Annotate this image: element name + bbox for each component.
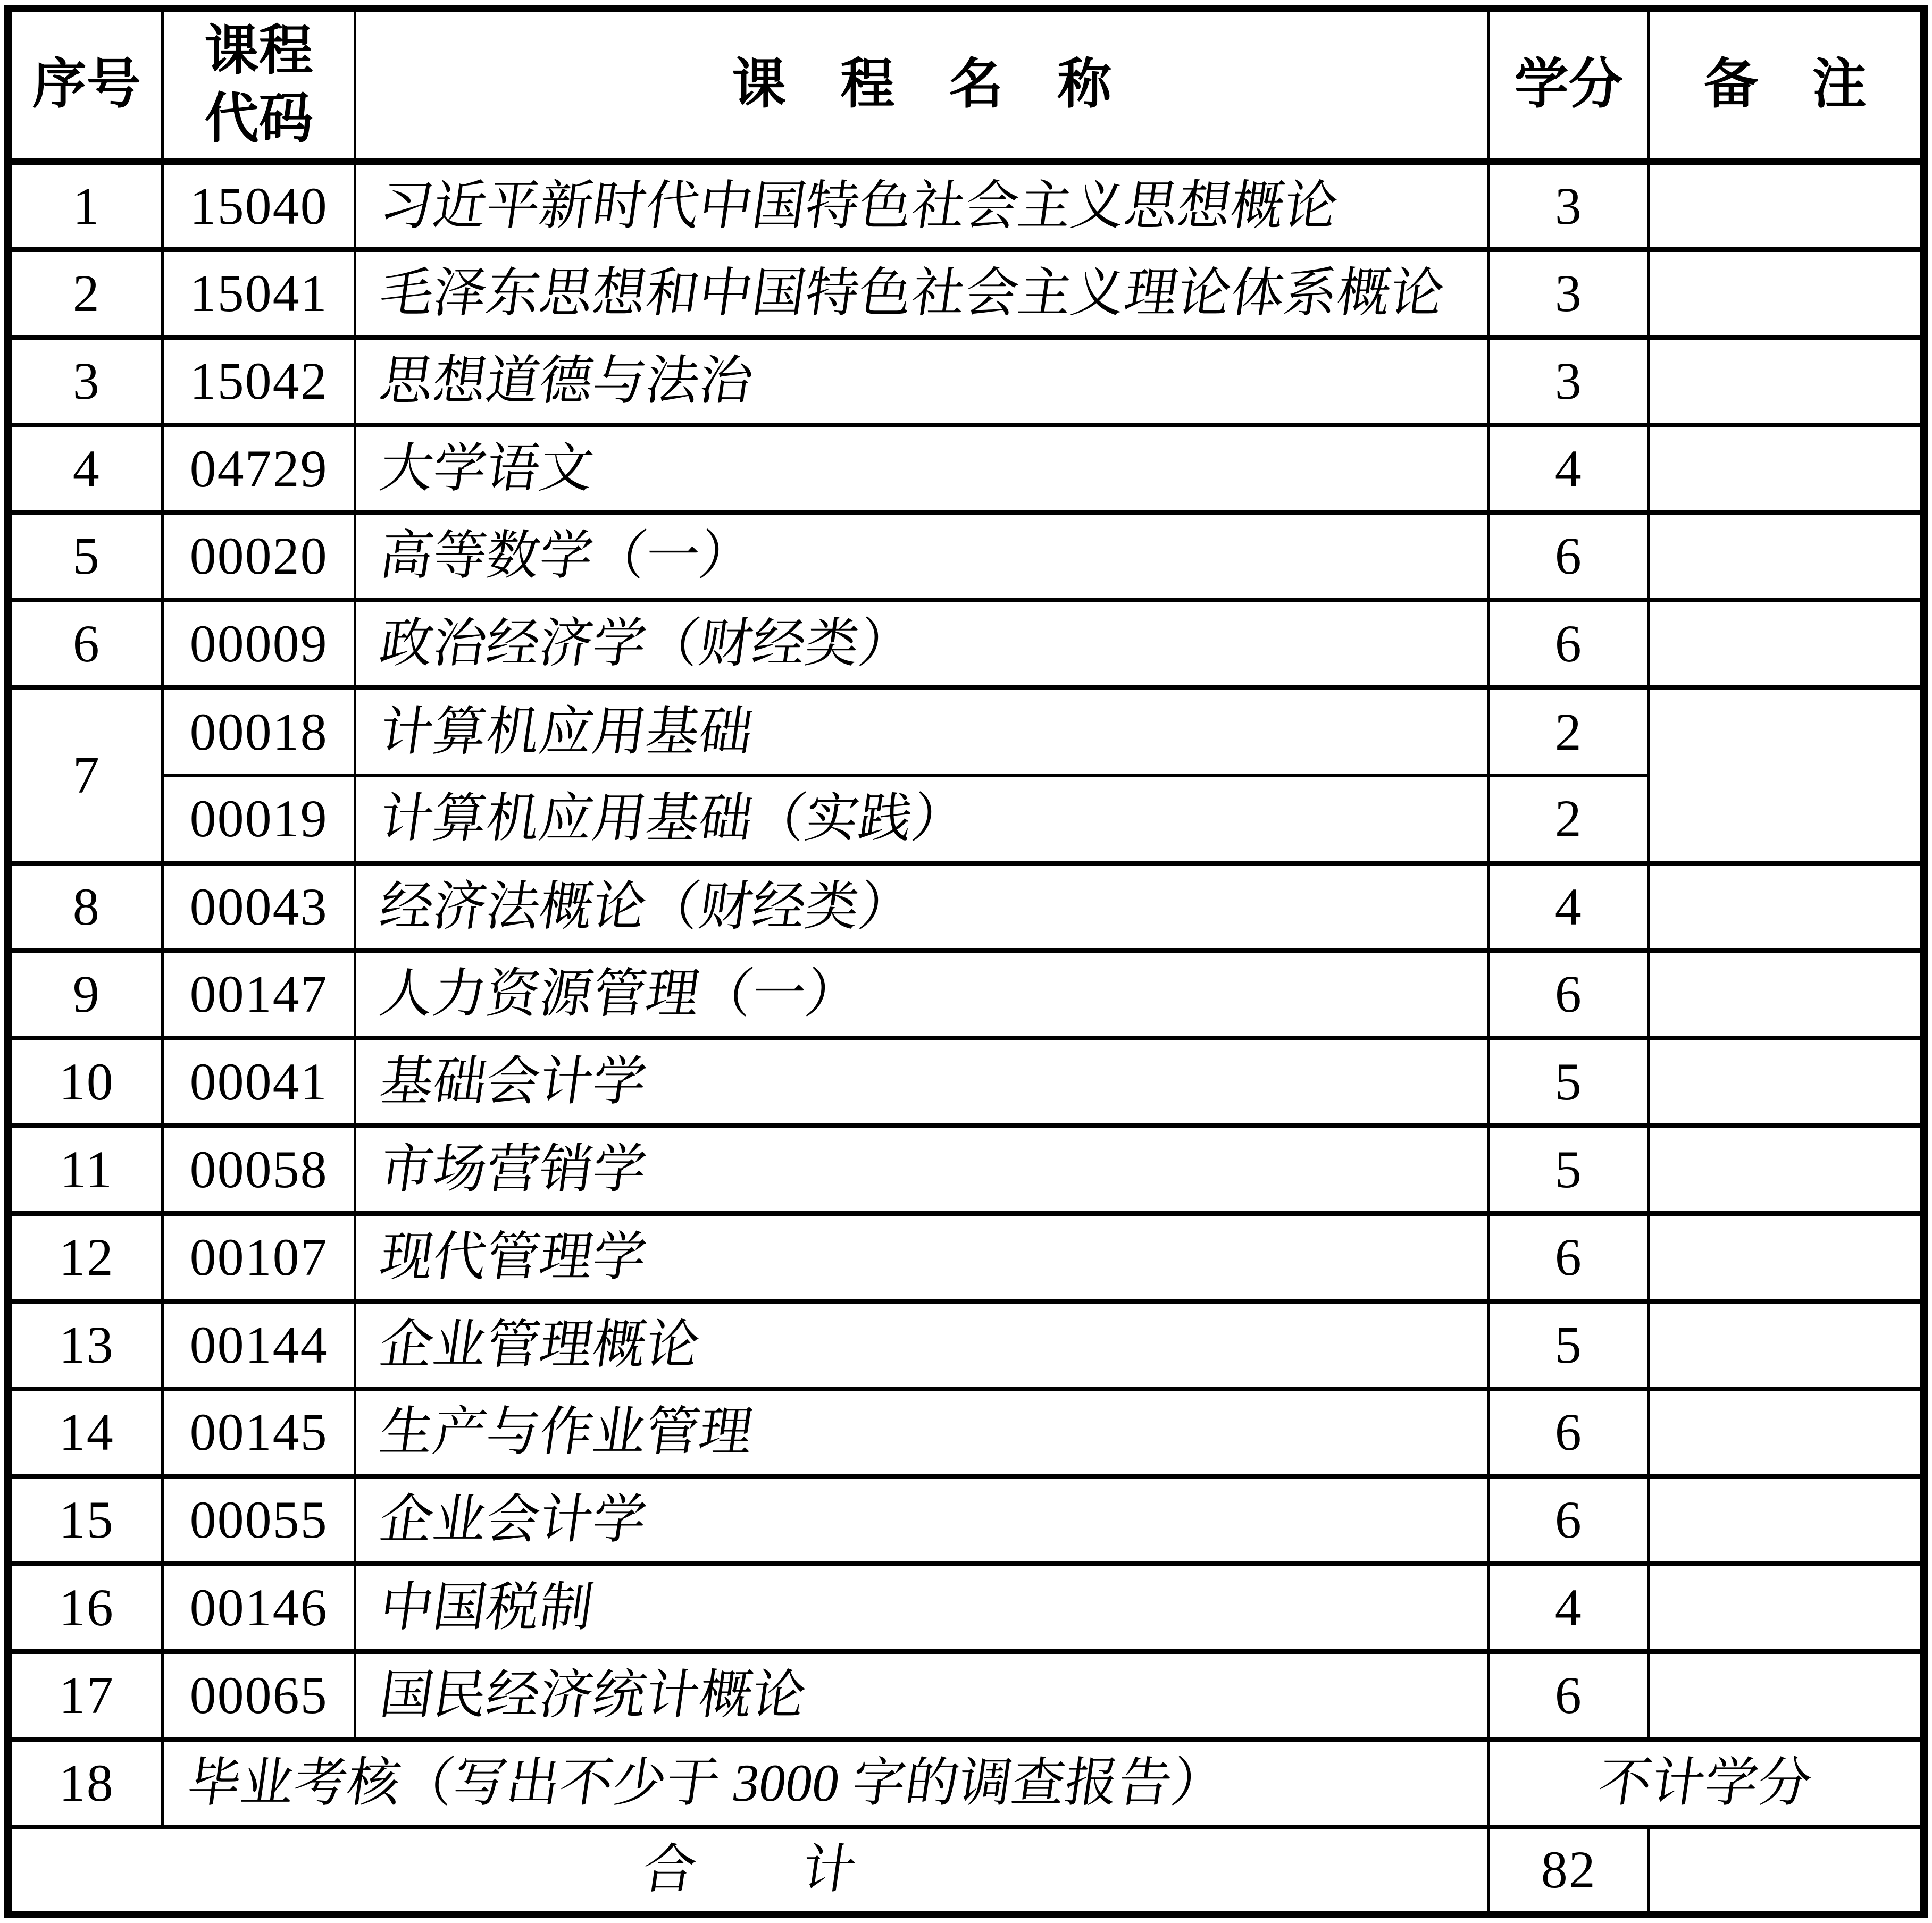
table-row — [8, 1476, 1924, 1564]
header-course-code-line2: 代码 — [204, 89, 313, 149]
cell-course-code: 00145 — [163, 1389, 355, 1476]
course-name-text: 政治经济学（财经类） — [375, 614, 916, 674]
cell-seq: 17 — [8, 1651, 163, 1739]
cell-course-name — [355, 1651, 1488, 1739]
table-row — [8, 162, 1924, 250]
cell-credit: 4 — [1488, 1564, 1649, 1652]
table-row — [8, 425, 1924, 513]
cell-seq: 4 — [8, 425, 163, 513]
cell-graduation-assessment — [163, 1739, 1488, 1827]
cell-seq: 3 — [8, 337, 163, 425]
table-row-total — [8, 1827, 1924, 1914]
total-label-text: 合 计 — [639, 1840, 860, 1900]
cell-credit: 3 — [1488, 249, 1649, 337]
cell-course-name — [355, 162, 1488, 250]
cell-seq: 5 — [8, 513, 163, 600]
cell-seq: 9 — [8, 951, 163, 1038]
cell-course-code: 00144 — [163, 1301, 355, 1389]
cell-course-code: 00107 — [163, 1213, 355, 1301]
cell-course-name — [355, 951, 1488, 1038]
cell-seq: 18 — [8, 1739, 163, 1827]
table-row — [8, 337, 1924, 425]
cell-seq: 15 — [8, 1476, 163, 1564]
table-row — [8, 1564, 1924, 1652]
cell-credit: 6 — [1488, 1389, 1649, 1476]
cell-seq: 14 — [8, 1389, 163, 1476]
cell-course-code: 04729 — [163, 425, 355, 513]
table-row — [8, 600, 1924, 688]
cell-seq: 6 — [8, 600, 163, 688]
cell-course-name — [355, 1301, 1488, 1389]
cell-remark — [1649, 1651, 1924, 1739]
cell-course-name — [355, 513, 1488, 600]
course-name-text: 基础会计学 — [375, 1052, 650, 1112]
cell-credit: 3 — [1488, 162, 1649, 250]
cell-remark — [1649, 249, 1924, 337]
cell-remark — [1649, 337, 1924, 425]
header-remark: 备 注 — [1649, 9, 1924, 162]
cell-seq: 12 — [8, 1213, 163, 1301]
header-course-name: 课 程 名 称 — [355, 9, 1488, 162]
cell-remark — [1649, 1126, 1924, 1214]
table-row — [8, 951, 1924, 1038]
table-row — [8, 513, 1924, 600]
cell-course-name — [355, 1389, 1488, 1476]
course-name-text: 高等数学（一） — [375, 526, 757, 586]
cell-course-code: 00146 — [163, 1564, 355, 1652]
cell-credit: 6 — [1488, 513, 1649, 600]
cell-remark-merged — [1649, 688, 1924, 863]
cell-course-name — [355, 425, 1488, 513]
course-name-text: 大学语文 — [375, 439, 597, 498]
cell-remark — [1649, 162, 1924, 250]
course-name-text: 思想道德与法治 — [375, 351, 757, 410]
cell-course-code: 00043 — [163, 863, 355, 951]
cell-course-code: 00058 — [163, 1126, 355, 1214]
cell-seq: 7 — [8, 688, 163, 863]
cell-remark — [1649, 1213, 1924, 1301]
table-row — [8, 863, 1924, 951]
course-name-text: 计算机应用基础（实践） — [375, 788, 969, 848]
table-row — [8, 1213, 1924, 1301]
cell-remark — [1649, 951, 1924, 1038]
table-row-7b — [8, 775, 1924, 863]
cell-credit: 4 — [1488, 863, 1649, 951]
course-name-text: 毛泽东思想和中国特色社会主义理论体系概论 — [375, 263, 1448, 323]
cell-credit: 6 — [1488, 600, 1649, 688]
cell-credit: 4 — [1488, 425, 1649, 513]
cell-course-code: 00055 — [163, 1476, 355, 1564]
table-row-18 — [8, 1739, 1924, 1827]
cell-credit: 5 — [1488, 1301, 1649, 1389]
cell-remark — [1649, 425, 1924, 513]
header-credit: 学分 — [1488, 9, 1649, 162]
cell-remark — [1649, 1476, 1924, 1564]
table-row-7a — [8, 688, 1924, 776]
cell-total-label — [8, 1827, 1488, 1914]
cell-credit: 6 — [1488, 1651, 1649, 1739]
cell-seq: 11 — [8, 1126, 163, 1214]
cell-remark — [1649, 1389, 1924, 1476]
table-row — [8, 1651, 1924, 1739]
course-name-text: 现代管理学 — [375, 1227, 650, 1287]
cell-remark — [1649, 1564, 1924, 1652]
table-row — [8, 1301, 1924, 1389]
cell-seq: 1 — [8, 162, 163, 250]
header-seq: 序号 — [8, 9, 163, 162]
course-name-text: 经济法概论（财经类） — [375, 877, 916, 936]
cell-seq: 16 — [8, 1564, 163, 1652]
cell-credit: 6 — [1488, 1213, 1649, 1301]
table-row — [8, 1126, 1924, 1214]
course-name-text: 计算机应用基础 — [375, 702, 757, 761]
cell-no-credit-note — [1488, 1739, 1924, 1827]
course-name-text: 生产与作业管理 — [375, 1403, 757, 1462]
course-name-text: 企业会计学 — [375, 1490, 650, 1550]
cell-course-code: 00147 — [163, 951, 355, 1038]
cell-total-credits: 82 — [1488, 1827, 1649, 1914]
cell-credit: 2 — [1488, 775, 1649, 863]
cell-course-name — [355, 1564, 1488, 1652]
cell-credit: 6 — [1488, 1476, 1649, 1564]
table-row — [8, 249, 1924, 337]
cell-course-name — [355, 1476, 1488, 1564]
cell-course-code: 00065 — [163, 1651, 355, 1739]
cell-remark — [1649, 1301, 1924, 1389]
no-credit-note-text: 不计学分 — [1594, 1753, 1816, 1812]
cell-credit: 5 — [1488, 1126, 1649, 1214]
cell-course-code: 00019 — [163, 775, 355, 863]
cell-credit: 2 — [1488, 688, 1649, 776]
header-course-code — [163, 9, 355, 162]
header-course-code-line1: 课程 — [204, 21, 313, 82]
cell-seq: 8 — [8, 863, 163, 951]
cell-seq: 10 — [8, 1038, 163, 1126]
cell-course-name — [355, 337, 1488, 425]
cell-course-name — [355, 1213, 1488, 1301]
cell-seq: 13 — [8, 1301, 163, 1389]
cell-credit: 3 — [1488, 337, 1649, 425]
cell-course-code: 15040 — [163, 162, 355, 250]
table-row — [8, 1389, 1924, 1476]
cell-course-name — [355, 600, 1488, 688]
cell-course-code: 15042 — [163, 337, 355, 425]
course-name-text: 国民经济统计概论 — [375, 1665, 810, 1725]
cell-course-name — [355, 688, 1488, 776]
cell-remark — [1649, 600, 1924, 688]
cell-course-name — [355, 863, 1488, 951]
course-table — [4, 5, 1928, 1918]
cell-course-code: 00041 — [163, 1038, 355, 1126]
course-name-text: 企业管理概论 — [375, 1315, 704, 1374]
cell-course-code: 15041 — [163, 249, 355, 337]
cell-remark — [1649, 863, 1924, 951]
cell-course-code: 00009 — [163, 600, 355, 688]
course-name-text: 市场营销学 — [375, 1140, 650, 1199]
cell-course-code: 00018 — [163, 688, 355, 776]
cell-course-name — [355, 1038, 1488, 1126]
cell-course-name — [355, 1126, 1488, 1214]
course-name-text: 习近平新时代中国特色社会主义思想概论 — [375, 177, 1342, 236]
cell-credit: 6 — [1488, 951, 1649, 1038]
table-row — [8, 1038, 1924, 1126]
cell-course-name — [355, 775, 1488, 863]
cell-remark — [1649, 1038, 1924, 1126]
cell-total-remark — [1649, 1827, 1924, 1914]
graduation-assessment-text: 毕业考核（写出不少于 3000 字的调查报告） — [183, 1753, 1230, 1812]
course-name-text: 人力资源管理（一） — [375, 964, 863, 1024]
cell-course-name — [355, 249, 1488, 337]
table-header-row — [8, 9, 1924, 162]
course-name-text: 中国税制 — [375, 1578, 597, 1638]
cell-credit: 5 — [1488, 1038, 1649, 1126]
cell-course-code: 00020 — [163, 513, 355, 600]
cell-seq: 2 — [8, 249, 163, 337]
cell-remark — [1649, 513, 1924, 600]
